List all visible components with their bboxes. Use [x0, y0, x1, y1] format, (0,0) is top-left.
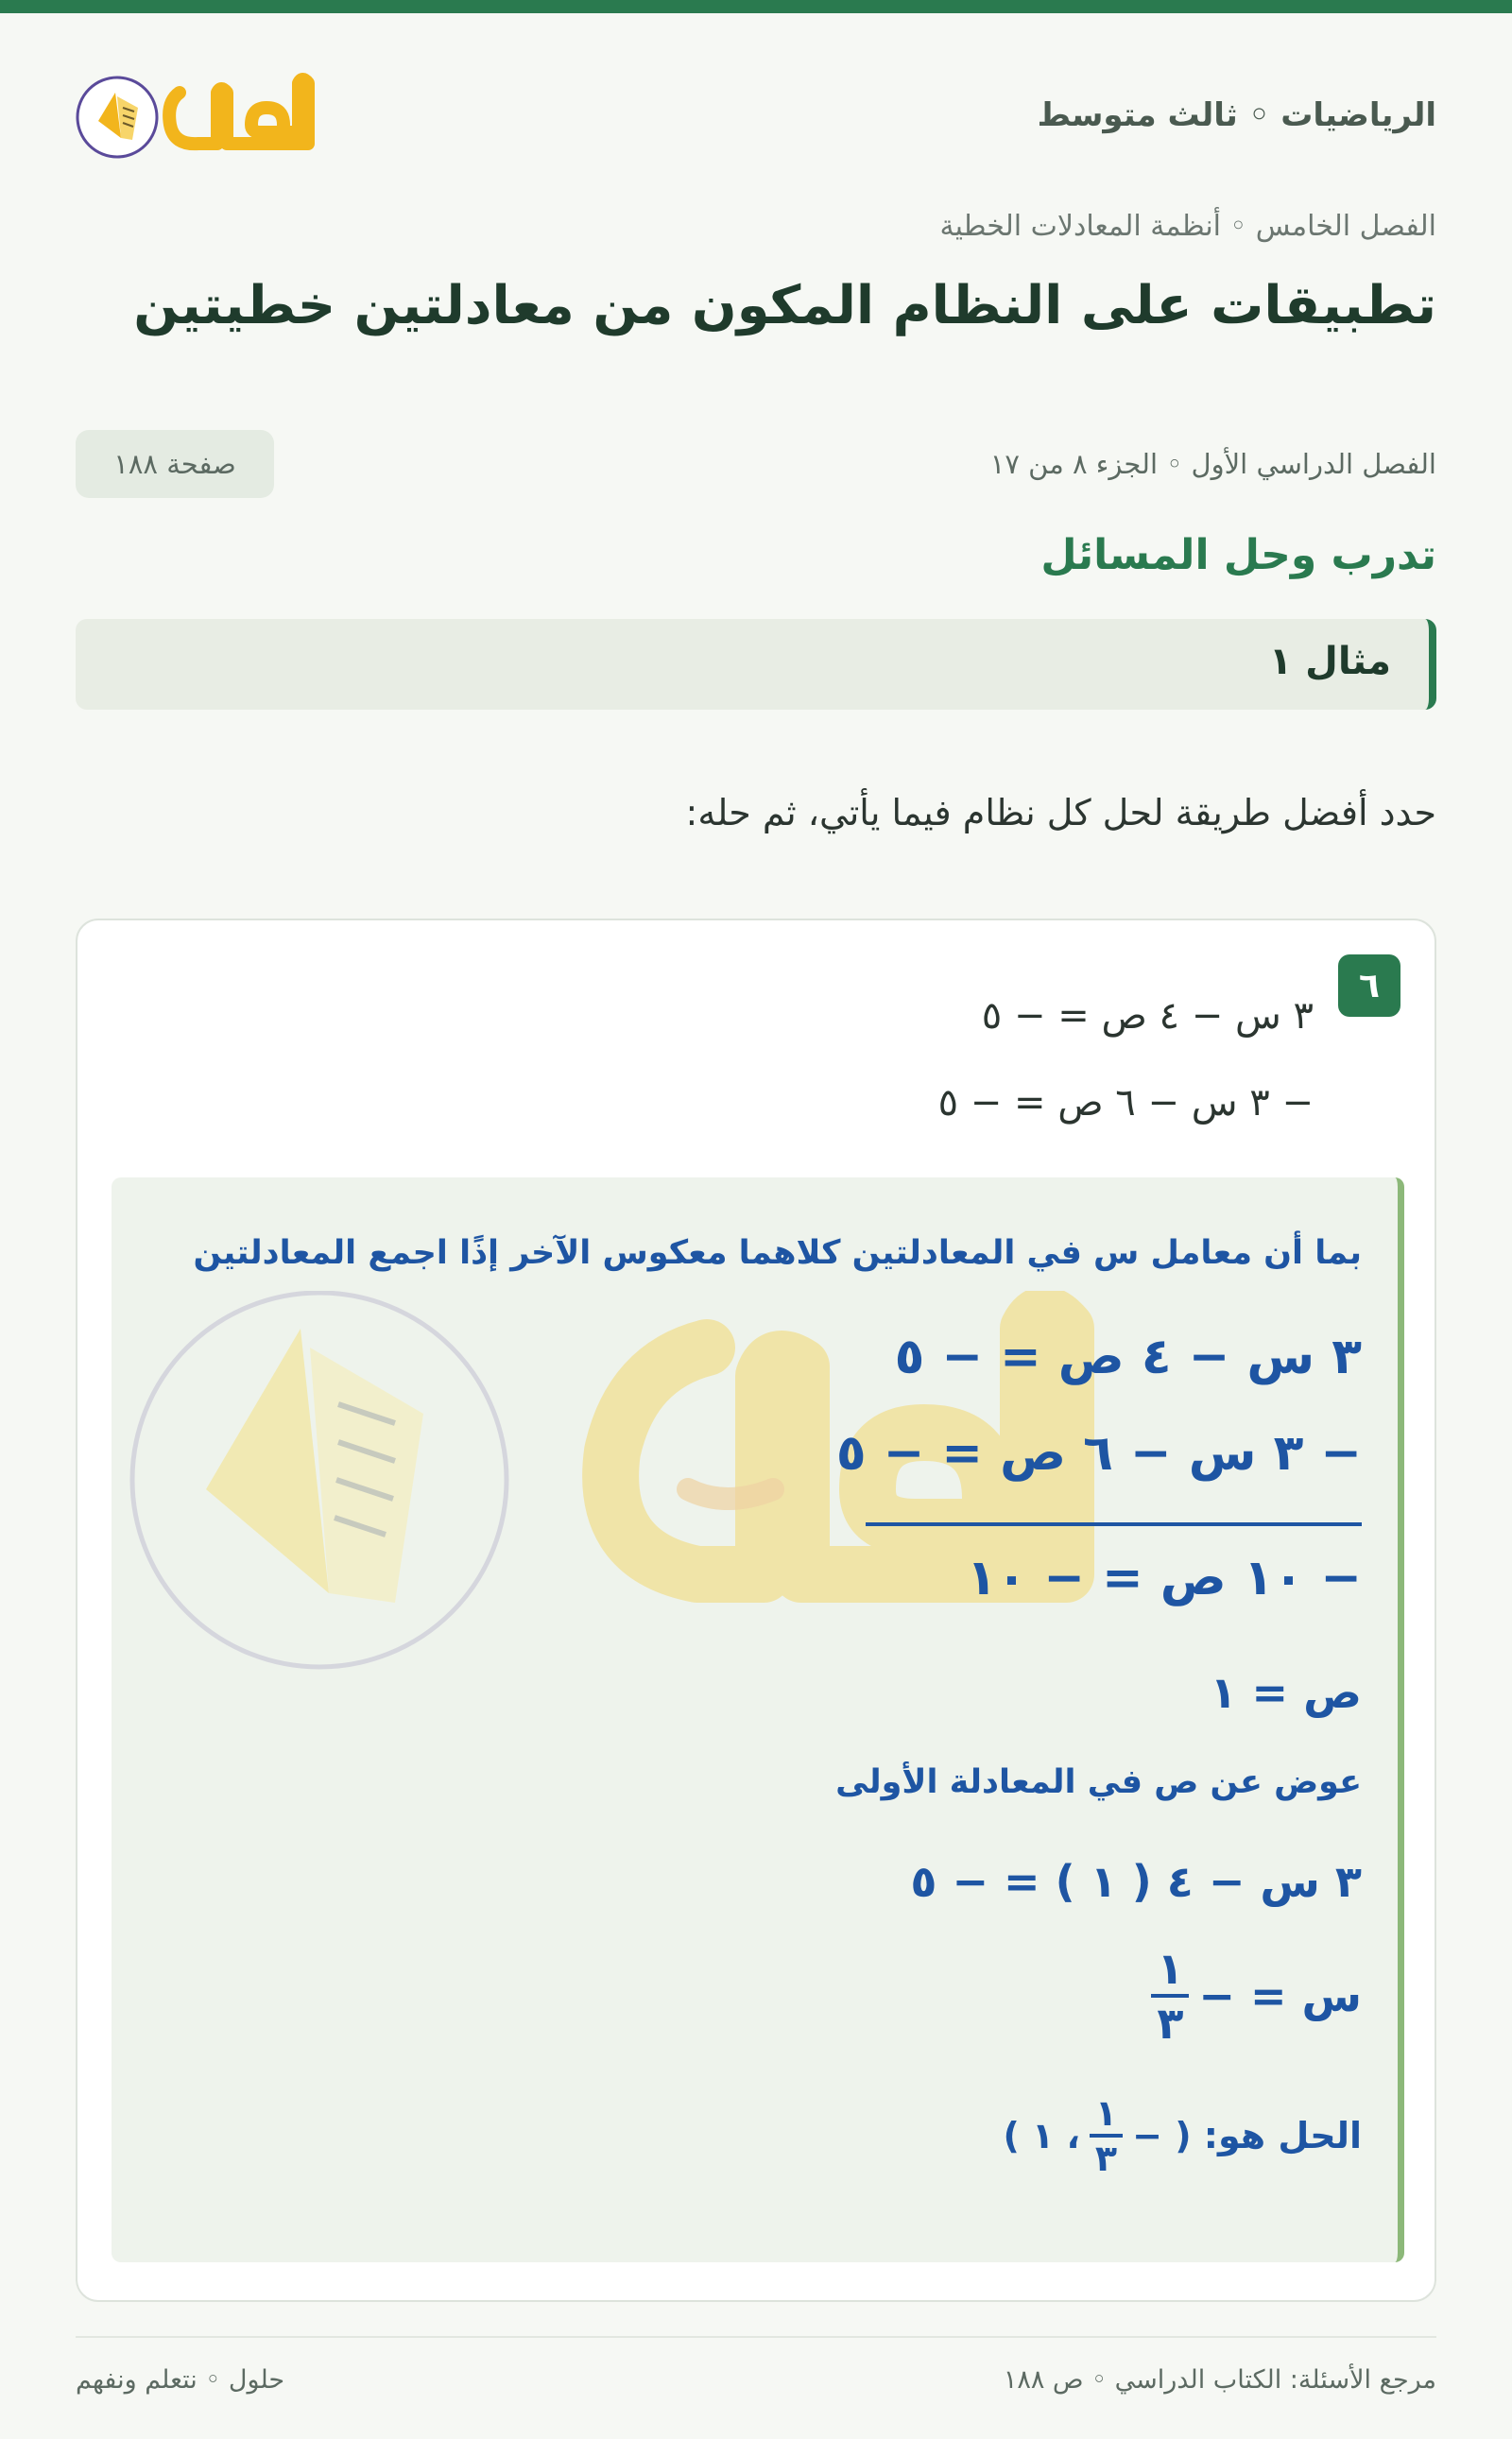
substitution-equation: ٣ س − ٤ ( ١ ) = − ٥: [910, 1856, 1362, 1907]
x-fraction-numerator: ١: [1157, 1943, 1184, 1994]
x-value-fraction: [1151, 1943, 1189, 2049]
answer-fraction-numerator: ١: [1094, 2092, 1118, 2134]
y-value: ص = ١: [1210, 1667, 1362, 1718]
top-accent-bar: [0, 0, 1512, 13]
solution-equation-1: ٣ س − ٤ ص = − ٥: [894, 1329, 1362, 1385]
sum-equation: − ١٠ ص = − ١٠: [966, 1550, 1362, 1606]
breadcrumb[interactable]: الفصل الخامس ◦ أنظمة المعادلات الخطية: [939, 210, 1436, 243]
footer-reference: مرجع الأسئلة: الكتاب الدراسي ◦ ص ١٨٨: [1003, 2365, 1436, 2395]
problem-number-badge: ٦: [1338, 954, 1400, 1017]
x-value: [1142, 1943, 1362, 2049]
page-number-badge: صفحة ١٨٨: [76, 430, 274, 498]
header: [76, 64, 1436, 183]
x-value-prefix: س = −: [1198, 1970, 1362, 2021]
addition-rule-line: [866, 1522, 1362, 1526]
page-title: تطبيقات على النظام المكون من معادلتين خطيتين: [133, 275, 1436, 336]
example-label: مثال ١: [1268, 640, 1391, 683]
problem-card: [76, 919, 1436, 2302]
section-title: تدرب وحل المسائل: [1040, 531, 1436, 579]
solution-box: [112, 1177, 1404, 2262]
substitute-note: عوض عن ص في المعادلة الأولى: [835, 1763, 1362, 1801]
solution-intro: بما أن معامل س في المعادلتين كلاهما معكوس الآخر إذًا اجمع المعادلتين: [193, 1234, 1362, 1272]
problem-equation-1: ٣ س − ٤ ص = − ٥: [981, 994, 1314, 1038]
footer-divider: [76, 2336, 1436, 2338]
problem-equation-2: − ٣ س − ٦ ص = − ٥: [937, 1081, 1314, 1125]
subject-label: الرياضيات ◦ ثالث متوسط: [1037, 96, 1436, 134]
hloul-logo[interactable]: [76, 64, 350, 168]
answer-fraction: [1090, 2092, 1123, 2179]
answer-label: الحل هو: ( −: [1132, 2115, 1362, 2156]
final-answer: [1003, 2092, 1362, 2179]
term-part-meta: الفصل الدراسي الأول ◦ الجزء ٨ من ١٧: [989, 448, 1436, 480]
solution-equation-2: − ٣ س − ٦ ص = − ٥: [835, 1425, 1362, 1482]
instruction-text: حدد أفضل طريقة لحل كل نظام فيما يأتي، ثم حله:: [685, 792, 1436, 833]
footer-tagline: حلول ◦ نتعلم ونفهم: [76, 2365, 285, 2395]
answer-fraction-denominator: ٣: [1090, 2134, 1123, 2179]
x-fraction-denominator: ٣: [1151, 1994, 1189, 2049]
example-header: [76, 619, 1436, 710]
answer-tail: ، ١ ): [1003, 2115, 1080, 2156]
